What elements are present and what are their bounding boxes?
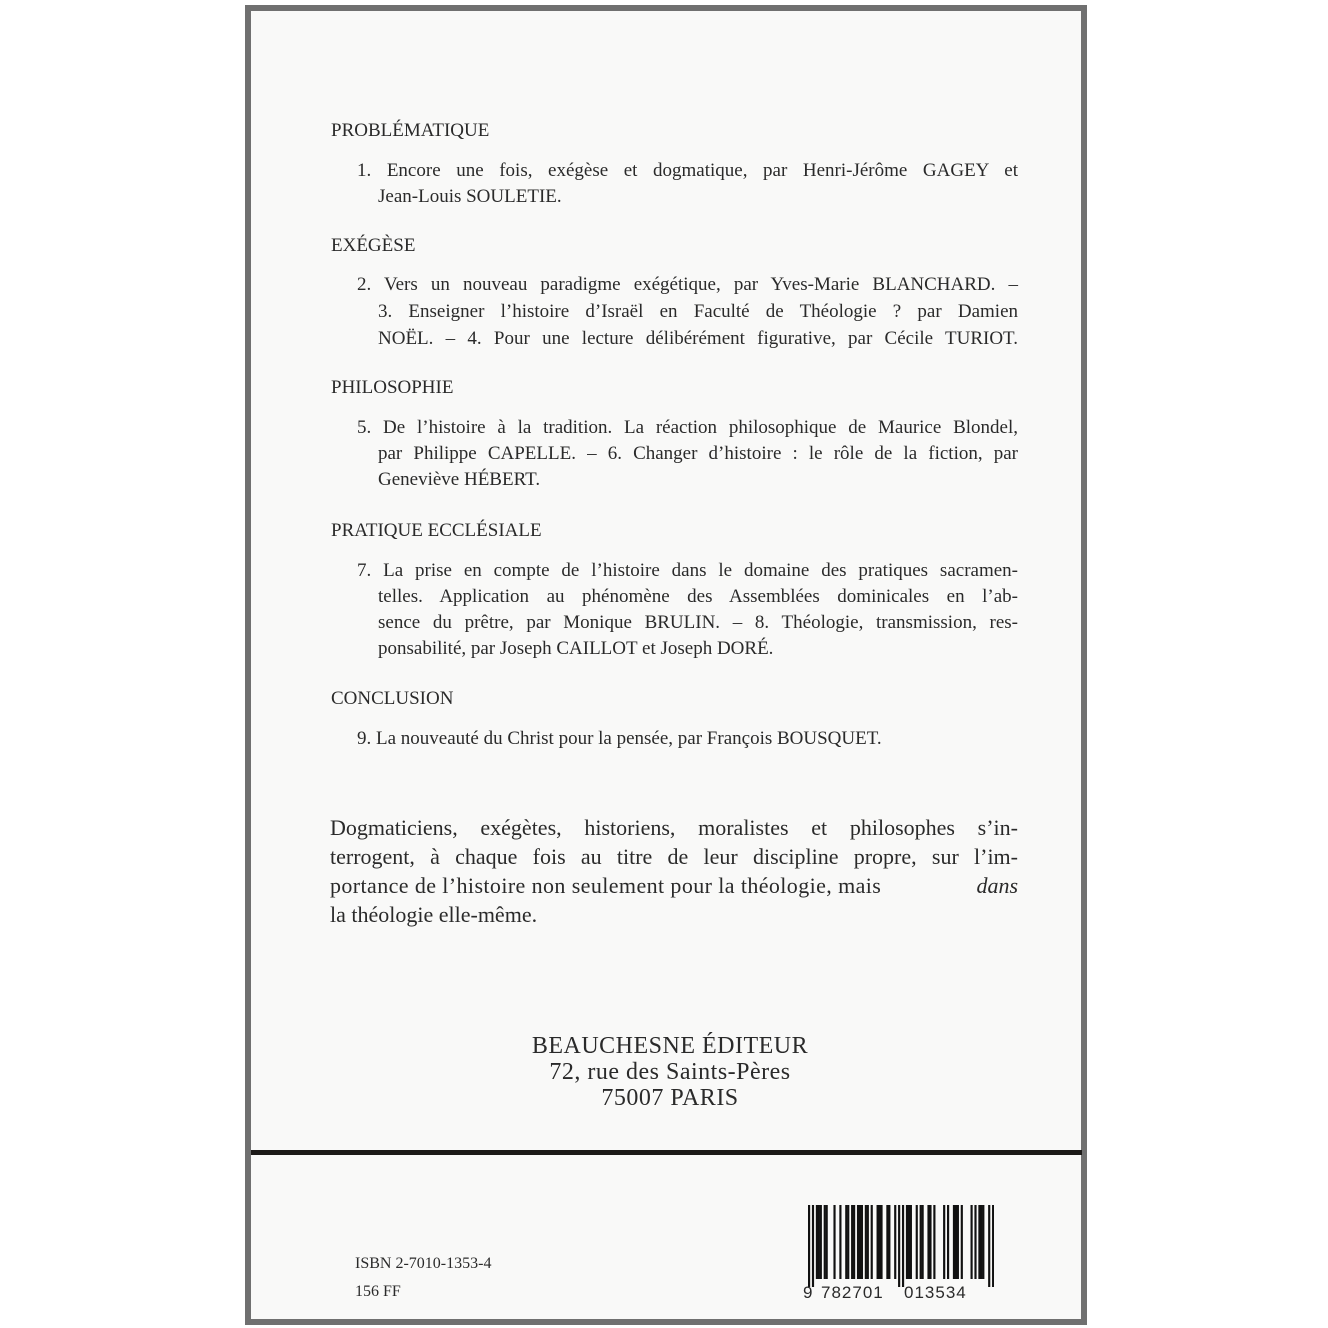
publisher-street: 72, rue des Saints-Pères (549, 1059, 791, 1085)
price: 156 FF (355, 1283, 401, 1300)
toc-line: Geneviève HÉBERT. (378, 469, 541, 490)
barcode-bar (826, 1205, 828, 1279)
barcode-bar (857, 1205, 859, 1279)
barcode-bar (859, 1205, 861, 1279)
barcode-bar (961, 1205, 963, 1279)
blurb-line: Dogmaticiens, exégètes, historiens, moralistes et philosophes s’in- (330, 815, 1018, 840)
barcode-digits-left: 782701 (821, 1283, 884, 1302)
toc-line: 1. Encore une fois, exégèse et dogmatique, par Henri-Jérôme GAGEY et (357, 160, 1018, 181)
barcode-bar (953, 1205, 955, 1279)
barcode-bar (878, 1205, 880, 1279)
barcode-bar (845, 1205, 847, 1279)
section-heading: CONCLUSION (331, 688, 454, 709)
barcode-bar (910, 1205, 912, 1279)
barcode-bar (955, 1205, 957, 1279)
barcode-bar (861, 1205, 863, 1279)
section-heading: PRATIQUE ECCLÉSIALE (331, 520, 542, 541)
barcode-bar (922, 1205, 924, 1279)
blurb-emphasis: dans (976, 873, 1018, 898)
barcode-bar (818, 1205, 820, 1279)
blurb-line: la théologie elle-même. (330, 902, 538, 927)
section-heading: EXÉGÈSE (331, 235, 416, 256)
barcode-bar (908, 1205, 910, 1279)
barcode-bar (898, 1205, 900, 1287)
section-heading: PROBLÉMATIQUE (331, 120, 490, 141)
barcode-bar (929, 1205, 931, 1279)
barcode-bar (877, 1205, 879, 1279)
toc-line: 7. La prise en compte de l’histoire dans le domaine des pratiques sacramen- (357, 560, 1018, 581)
isbn: ISBN 2-7010-1353-4 (355, 1255, 492, 1272)
barcode-bar (943, 1205, 945, 1279)
barcode-bar (947, 1205, 949, 1279)
barcode-bar (824, 1205, 826, 1279)
barcode-bar (933, 1205, 935, 1279)
barcode-bar (839, 1205, 841, 1279)
toc-line: 2. Vers un nouveau paradigme exégétique, par Yves-Marie BLANCHARD. – (357, 274, 1018, 295)
barcode-bar (992, 1205, 994, 1287)
toc-line: Jean-Louis SOULETIE. (378, 186, 562, 207)
barcode-bar (894, 1205, 896, 1279)
toc-line: NOËL. – 4. Pour une lecture délibérément figurative, par Cécile TURIOT. (378, 328, 1018, 349)
barcode-bar (867, 1205, 869, 1279)
toc-line: 3. Enseigner l’histoire d’Israël en Faculté de Théologie ? par Damien (378, 301, 1018, 322)
barcode-bar (982, 1205, 984, 1279)
divider-rule (251, 1150, 1082, 1155)
barcode-bar (833, 1205, 835, 1279)
barcode (808, 1205, 994, 1287)
toc-line: sence du prêtre, par Monique BRULIN. – 8. Théologie, transmission, res- (378, 612, 1018, 633)
barcode-bar (851, 1205, 853, 1279)
barcode-bar (978, 1205, 980, 1279)
barcode-bar (974, 1205, 976, 1279)
blurb-line (330, 875, 1018, 897)
barcode-bar (927, 1205, 929, 1279)
barcode-bar (871, 1205, 873, 1279)
barcode-bar (957, 1205, 959, 1279)
barcode-bar (971, 1205, 973, 1279)
barcode-bar (906, 1205, 908, 1279)
barcode-digits-right: 013534 (904, 1283, 967, 1302)
book-back-cover (245, 5, 1087, 1325)
barcode-bar (886, 1205, 888, 1279)
barcode-bar (808, 1205, 810, 1287)
publisher-name: BEAUCHESNE ÉDITEUR (531, 1033, 809, 1059)
barcode-bar (880, 1205, 882, 1279)
barcode-bar (980, 1205, 982, 1279)
publisher-city: 75007 PARIS (601, 1085, 739, 1111)
barcode-bar (888, 1205, 890, 1279)
barcode-bar (902, 1205, 904, 1287)
toc-line: telles. Application au phénomène des Assemblées dominicales en l’ab- (378, 586, 1018, 607)
toc-line: 9. La nouveauté du Christ pour la pensée, par François BOUSQUET. (357, 728, 882, 749)
toc-line: 5. De l’histoire à la tradition. La réaction philosophique de Maurice Blondel, (357, 417, 1018, 438)
barcode-bar (865, 1205, 867, 1279)
barcode-digit-first: 9 (803, 1283, 814, 1302)
barcode-bar (820, 1205, 822, 1279)
barcode-bar (920, 1205, 922, 1279)
barcode-bar (916, 1205, 918, 1279)
barcode-bar (816, 1205, 818, 1279)
blurb-text: portance de l’histoire non seulement pour la théologie, mais (330, 873, 882, 898)
barcode-bar (853, 1205, 855, 1279)
toc-line: par Philippe CAPELLE. – 6. Changer d’histoire : le rôle de la fiction, par (378, 443, 1018, 464)
toc-line: ponsabilité, par Joseph CAILLOT et Joseph DORÉ. (378, 638, 774, 659)
blurb-line: terrogent, à chaque fois au titre de leur discipline propre, sur l’im- (330, 844, 1018, 869)
section-heading: PHILOSOPHIE (331, 377, 454, 398)
barcode-bar (812, 1205, 814, 1287)
barcode-bar (847, 1205, 849, 1279)
barcode-bar (988, 1205, 990, 1287)
